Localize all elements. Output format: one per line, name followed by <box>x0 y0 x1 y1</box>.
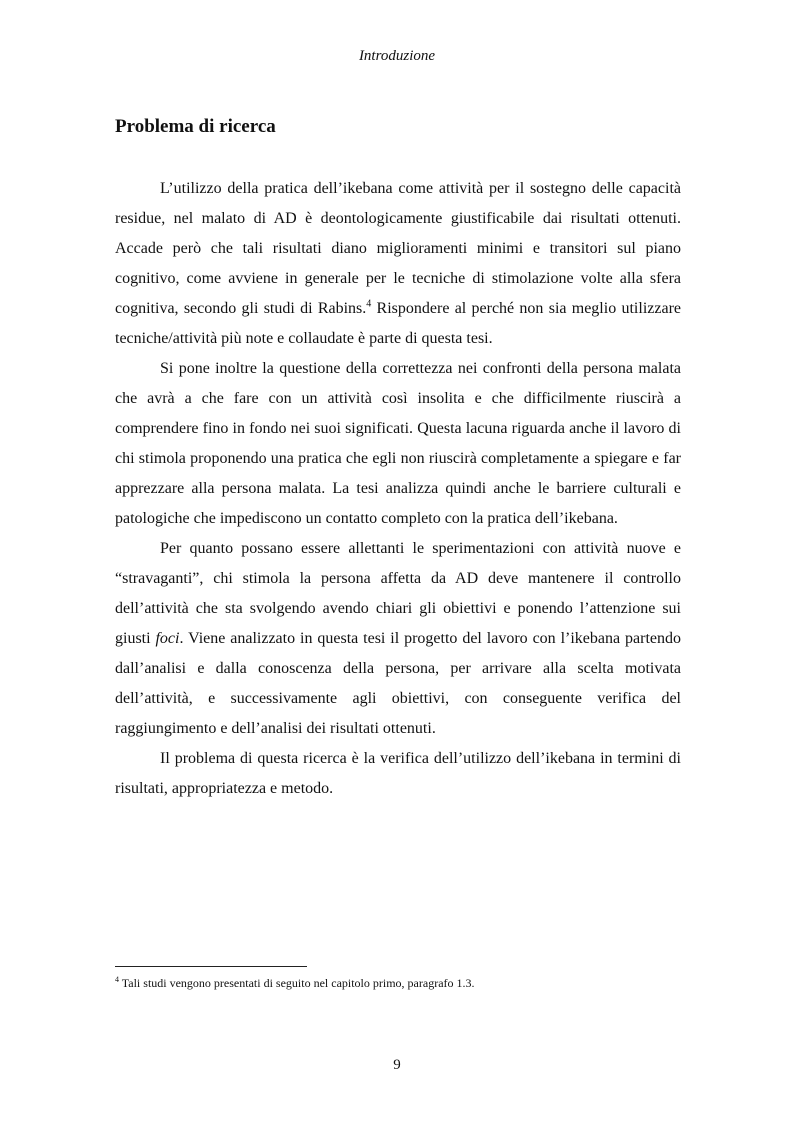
paragraph-3 <box>115 534 681 744</box>
footnote-text: Tali studi vengono presentati di seguito nel capitolo primo, paragrafo 1.3. <box>119 976 475 990</box>
paragraph-text: L’utilizzo della pratica dell’ikebana come attività per il sostegno delle capacità residue, nel malato di AD è deontologicamente giustificabile dai risultati ottenuti. Accade però che tali risultati diano miglioramenti minimi e transitori sul piano cognitivo, come avviene in generale per le tecniche di stimolazione volte alla sfera cognitiva, secondo gli studi di Rabins. <box>115 180 681 317</box>
running-header: Introduzione <box>358 48 436 64</box>
paragraph-2: Si pone inoltre la questione della correttezza nei confronti della persona malata che avrà a che fare con un attività così insolita e che difficilmente riuscirà a comprendere fino in fondo nei suoi significati. Questa lacuna riguarda anche il lavoro di chi stimola proponendo una pratica che egli non riuscirà completamente a spiegare e far apprezzare alla persona malata. La tesi analizza quindi anche le barriere culturali e patologiche che impediscono un contatto completo con la pratica dell’ikebana. <box>115 360 681 527</box>
footnote-number: 4 <box>115 975 119 984</box>
paragraph-text: Per quanto possano essere allettanti le sperimentazioni con attività nuove e “stravaganti”, chi stimola la persona affetta da AD deve mantenere il controllo dell’attività che sta svolgendo avendo chiari gli obiettivi e ponendo l’attenzione sui giusti <box>115 540 681 647</box>
footnote-separator <box>115 966 307 967</box>
paragraph-1 <box>115 174 681 354</box>
paragraph-text: . Viene analizzato in questa tesi il progetto del lavoro con l’ikebana partendo dall’analisi e dalla conoscenza della persona, per arrivare alla scelta motivata dell’attività, e successivamente agli obiettivi, con conseguente verifica del raggiungimento e dell’analisi dei risultati ottenuti. <box>115 630 682 737</box>
footnote-reference[interactable]: 4 <box>366 298 372 310</box>
paragraph-text: Rispondere al perché non sia meglio utilizzare tecniche/attività più note e collaudate è parte di questa tesi. <box>115 300 681 347</box>
page-number: 9 <box>393 1057 401 1073</box>
body-text <box>115 174 681 804</box>
emphasized-term: foci <box>155 630 180 647</box>
paragraph-4: Il problema di questa ricerca è la verifica dell’utilizzo dell’ikebana in termini di risultati, appropriatezza e metodo. <box>115 750 681 797</box>
footnote <box>115 975 475 991</box>
section-title: Problema di ricerca <box>115 116 276 137</box>
